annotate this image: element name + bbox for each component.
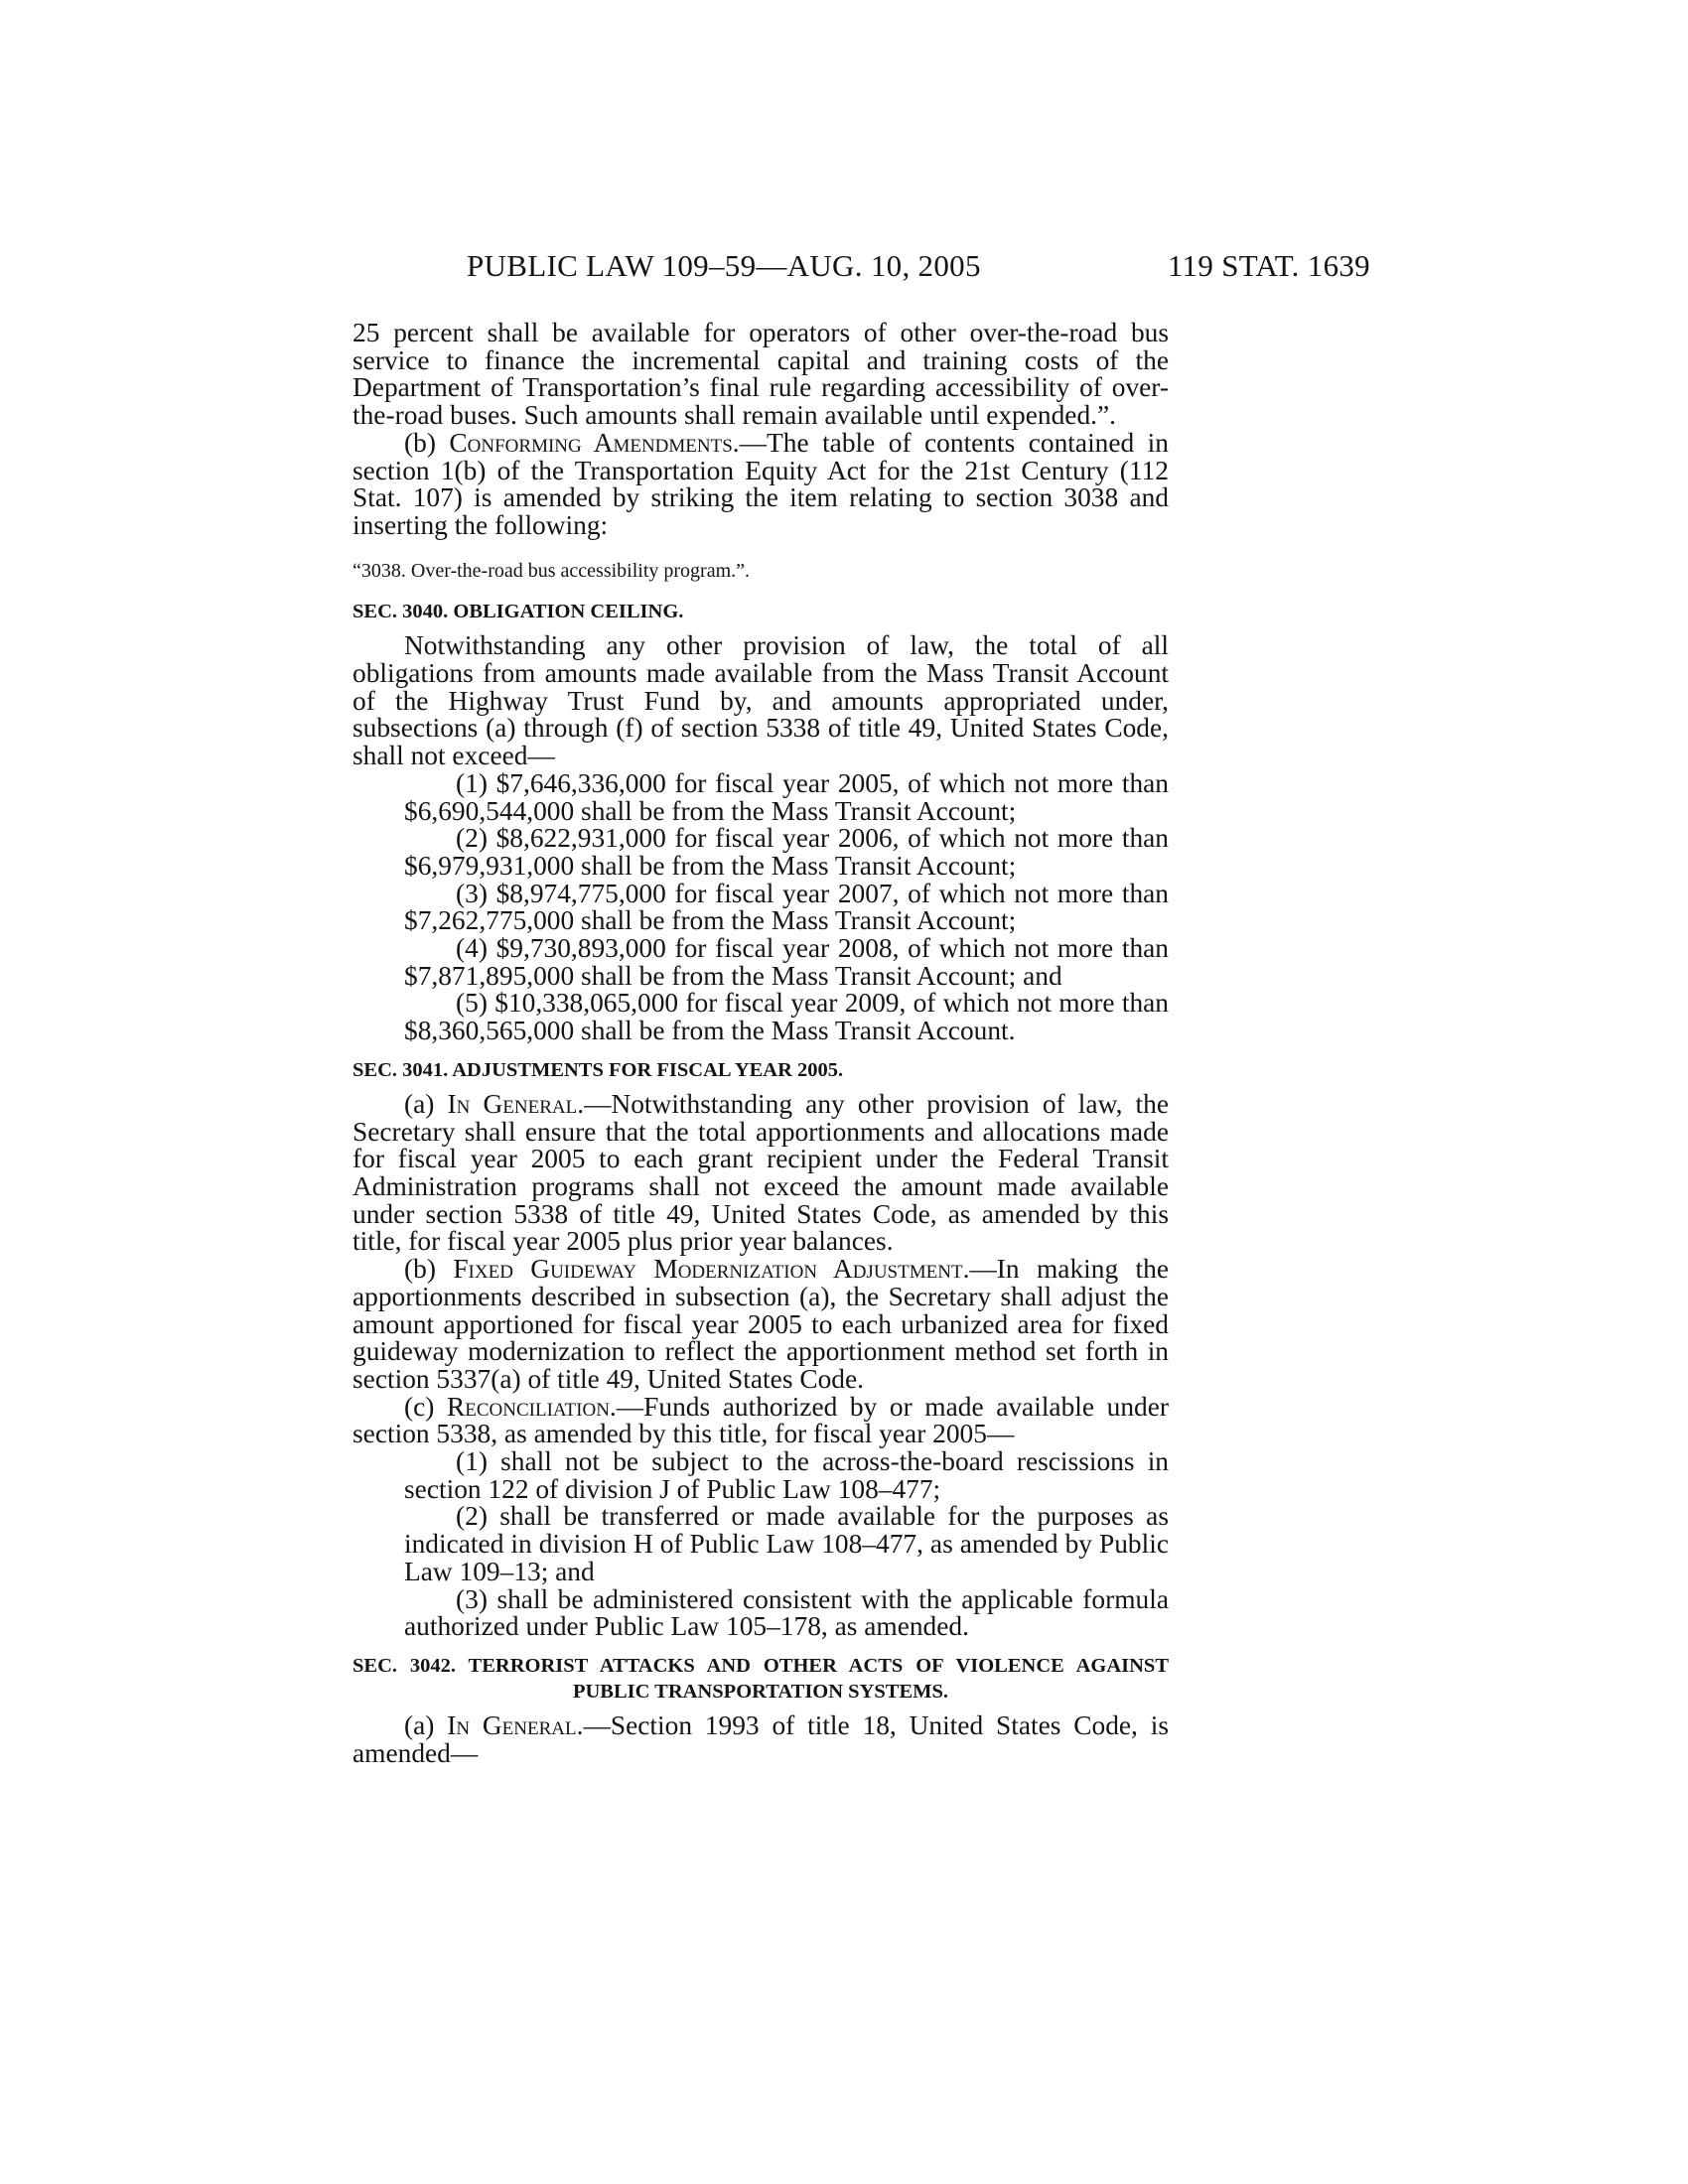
paragraph-intro: 25 percent shall be available for operators of other over-the-road bus service to finance the incremental capital and training costs of the Department of Transportation’s final rule regarding accessibility of over-the-road buses. Such amounts shall remain available until expended.”. [352, 318, 1169, 431]
statute-page-number: 119 STAT. 1639 [1167, 248, 1370, 283]
paragraph-b-conforming [352, 427, 1169, 540]
paragraph-3041-b [352, 1256, 1169, 1394]
list-item-3041-c-2: (2) shall be transferred or made available for the purposes as indicated in division H of Public Law 108–477, as amended by Public Law 109–13; and [404, 1501, 1169, 1586]
running-header [352, 248, 1370, 288]
list-item-3040-1: (1) $7,646,336,000 for fiscal year 2005, of which not more than $6,690,544,000 shall be from the Mass Transit Account; [404, 767, 1169, 826]
paragraph-3041-c [352, 1391, 1170, 1449]
paragraph-term: Reconciliation [447, 1391, 610, 1422]
paragraph-label: (c) [404, 1391, 447, 1422]
paragraph-3041-a [352, 1088, 1170, 1257]
list-item-3041-c-1: (1) shall not be subject to the across-the-board rescissions in section 122 of division J of Public Law 108–477; [404, 1446, 1169, 1504]
paragraph-term: Conforming Amendments [449, 427, 733, 458]
section-heading-3040: SEC. 3040. OBLIGATION CEILING. [352, 601, 684, 623]
section-heading-3042: SEC. 3042. TERRORIST ATTACKS AND OTHER ACTS OF VIOLENCE AGAINST PUBLIC TRANSPORTATION SYSTEMS. [352, 1654, 1169, 1703]
list-item-3041-c-3: (3) shall be administered consistent with the applicable formula authorized under Public Law 105–178, as amended. [404, 1583, 1169, 1642]
paragraph-label: (a) [404, 1088, 448, 1119]
list-item-3040-4: (4) $9,730,893,000 for fiscal year 2008, of which not more than $7,871,895,000 shall be from the Mass Transit Account; and [404, 933, 1169, 991]
paragraph-term: In General [447, 1709, 577, 1740]
section-heading-3041: SEC. 3041. ADJUSTMENTS FOR FISCAL YEAR 2005. [352, 1058, 844, 1081]
paragraph-3040-intro: Notwithstanding any other provision of law, the total of all obligations from amounts made available from the Mass Transit Account of the Highway Trust Fund by, and amounts appropriated under, subsections (a) through (f) of section 5338 of title 49, United States Code, shall not exceed— [352, 630, 1169, 771]
list-item-3040-3: (3) $8,974,775,000 for fiscal year 2007, of which not more than $7,262,775,000 shall be from the Mass Transit Account; [404, 878, 1169, 936]
paragraph-text: .—Funds authorized by or made available under section 5338, as amended by this title, for fiscal year 2005— [352, 1391, 1170, 1449]
paragraph-text: .—Section 1993 of title 18, United States Code, is amended— [352, 1709, 1169, 1768]
list-item-3040-2: (2) $8,622,931,000 for fiscal year 2006, of which not more than $6,979,931,000 shall be from the Mass Transit Account; [404, 823, 1169, 881]
list-item-3040-5: (5) $10,338,065,000 for fiscal year 2009, of which not more than $8,360,565,000 shall be from the Mass Transit Account. [404, 988, 1169, 1046]
law-title: PUBLIC LAW 109–59—AUG. 10, 2005 [467, 248, 981, 283]
paragraph-text: .—In making the apportionments described in subsection (a), the Secretary shall adjust the amount apportioned for fiscal year 2005 to each urbanized area for fixed guideway modernization to reflect the apportionment method set forth in section 5337(a) of title 49, United States Code. [352, 1254, 1169, 1394]
paragraph-text: .—Notwithstanding any other provision of law, the Secretary shall ensure that the total apportionments and allocations made for fiscal year 2005 to each grant recipient under the Federal Transit Administration programs shall not exceed the amount made available under section 5338 of title 49, United States Code, as amended by this title, for fiscal year 2005 plus prior year balances. [352, 1088, 1170, 1257]
paragraph-label: (b) [404, 1254, 454, 1285]
paragraph-term: In General [447, 1088, 578, 1119]
paragraph-term: Fixed Guideway Modernization Adjustment [453, 1254, 963, 1285]
paragraph-label: (a) [404, 1709, 448, 1740]
paragraph-label: (b) [404, 427, 450, 458]
paragraph-3042-a [352, 1709, 1169, 1768]
toc-entry: “3038. Over-the-road bus accessibility program.”. [352, 559, 751, 582]
paragraph-text: .—The table of contents contained in section 1(b) of the Transportation Equity Act for the 21st Century (112 Stat. 107) is amended by striking the item relating to section 3038 and inserting the following: [352, 427, 1169, 540]
page-body [352, 320, 1169, 1767]
